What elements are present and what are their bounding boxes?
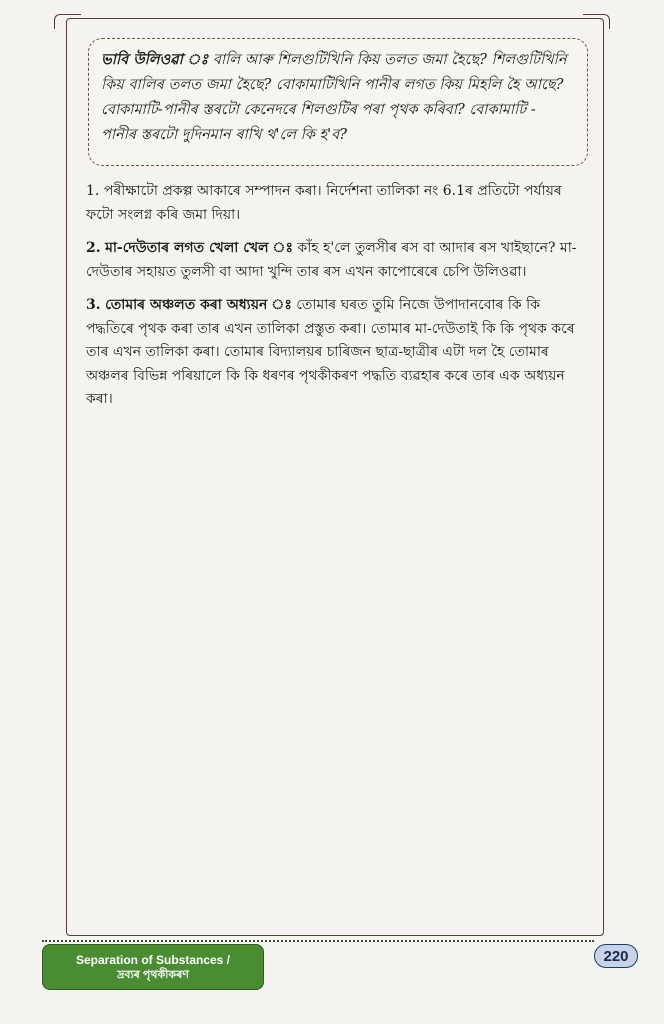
item-number: 1. [86, 183, 100, 199]
activity-item-project [86, 180, 592, 227]
item-number: 3. [86, 297, 101, 313]
chapter-title: Separation of Substances / [75, 952, 231, 967]
item-text: পৰীক্ষাটো প্ৰকল্প আকাৰে সম্পাদন কৰা। নিৰ্দেশনা তালিকা নং 6.1ৰ প্ৰতিটো পৰ্যায়ৰ ফটো সংলগ্ন কৰি জমা দিয়া। [86, 183, 562, 223]
chapter-badge [42, 944, 264, 990]
activity-list [86, 180, 592, 422]
footer-dotted-divider [42, 940, 594, 942]
item-text: তোমাৰ ঘৰত তুমি নিজে উপাদানবোৰ কি কি পদ্ধতিৰে পৃথক কৰা তাৰ এখন তালিকা প্ৰস্তুত কৰা। তোমাৰ মা-দেউতাই কি কি পৃথক কৰে তাৰ এখন তালিকা কৰা। তোমাৰ বিদ্যালয়ৰ চাৰিজন ছাত্ৰ-ছাত্ৰীৰ এটা দল হৈ তোমাৰ অঞ্চলৰ বিভিন্ন পৰিয়ালে কি কি ধৰণৰ পৃথকীকৰণ পদ্ধতি ব্যৱহাৰ কৰে তাৰ এক অধ্যয়ন কৰা। [86, 297, 575, 407]
think-box-label: ভাবি উলিওৱা ঃ [101, 51, 209, 68]
item-heading: তোমাৰ অঞ্চলত কৰা অধ্যয়ন ঃ [105, 297, 292, 313]
item-number: 2. [86, 240, 101, 256]
item-heading: মা-দেউতাৰ লগত খেলা খেল ঃ [105, 240, 293, 256]
item-text: কাঁহ হ'লে তুলসীৰ ৰস বা আদাৰ ৰস খাইছানে? মা-দেউতাৰ সহায়ত তুলসী বা আদা খুন্দি তাৰ ৰস এখন কাপোৰেৰে চেপি উলিওৱা। [86, 240, 577, 280]
activity-item-parents [86, 237, 592, 284]
think-box [88, 38, 588, 166]
think-box-text: বালি আৰু শিলগুটিখিনি কিয় তলত জমা হৈছে? শিলগুটিখিনি কিয় বালিৰ তলত জমা হৈছে? বোকামাটিখিনি পানীৰ লগত কিয় মিহলি হৈ আছে? বোকামাটি-পানীৰ স্তৰটো কেনেদৰে শিলগুটিৰ পৰা পৃথক কৰিবা? বোকামাটি - পানীৰ স্তৰটো দুদিনমান ৰাখি থ'লে কি হ'ব? [101, 52, 567, 143]
chapter-subtitle: দ্ৰব্যৰ পৃথকীকৰণ [117, 968, 189, 981]
page-number: 220 [594, 944, 638, 968]
activity-item-local-study [86, 294, 592, 412]
